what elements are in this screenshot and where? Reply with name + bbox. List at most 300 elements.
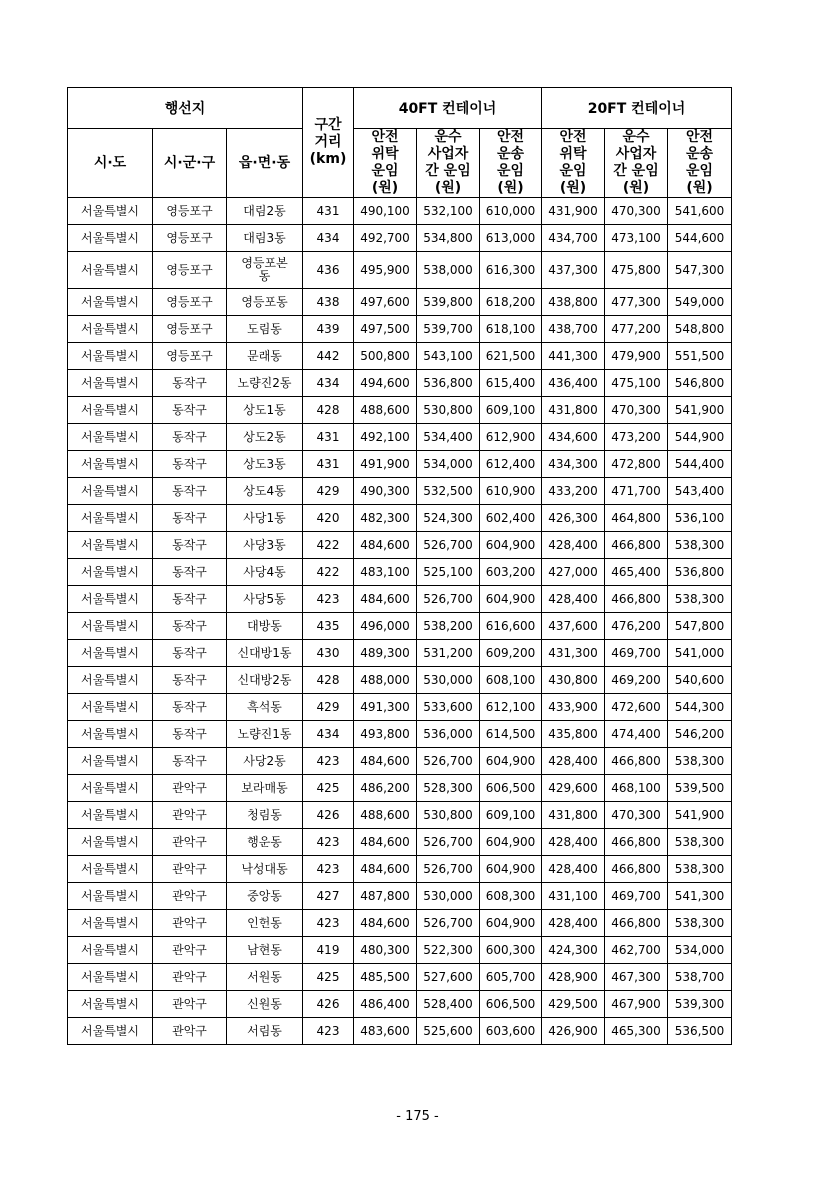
- cell-20ft-carrier: 462,700: [605, 937, 668, 964]
- cell-dong: 노량진2동: [227, 370, 303, 397]
- cell-distance: 423: [303, 910, 354, 937]
- cell-sido: 서울특별시: [68, 991, 153, 1018]
- cell-40ft-consign: 486,200: [354, 775, 417, 802]
- cell-sigungu: 동작구: [153, 424, 227, 451]
- cell-distance: 428: [303, 667, 354, 694]
- cell-20ft-transport: 544,400: [668, 451, 732, 478]
- cell-40ft-transport: 608,100: [480, 667, 542, 694]
- cell-20ft-transport: 546,200: [668, 721, 732, 748]
- cell-distance: 438: [303, 289, 354, 316]
- cell-20ft-carrier: 465,400: [605, 559, 668, 586]
- cell-40ft-carrier: 528,400: [417, 991, 480, 1018]
- cell-sido: 서울특별시: [68, 694, 153, 721]
- cell-40ft-carrier: 526,700: [417, 856, 480, 883]
- table-row: [68, 505, 732, 532]
- cell-40ft-consign: 497,600: [354, 289, 417, 316]
- cell-distance: 431: [303, 451, 354, 478]
- cell-sido: 서울특별시: [68, 451, 153, 478]
- header-eupmyeondong: 읍·면·동: [227, 129, 303, 198]
- cell-sido: 서울특별시: [68, 225, 153, 252]
- cell-sido: 서울특별시: [68, 721, 153, 748]
- cell-40ft-transport: 604,900: [480, 856, 542, 883]
- cell-40ft-carrier: 538,000: [417, 252, 480, 289]
- cell-40ft-carrier: 536,000: [417, 721, 480, 748]
- cell-dong: 상도4동: [227, 478, 303, 505]
- cell-40ft-transport: 604,900: [480, 910, 542, 937]
- cell-sigungu: 동작구: [153, 532, 227, 559]
- cell-40ft-consign: 495,900: [354, 252, 417, 289]
- cell-40ft-transport: 618,100: [480, 316, 542, 343]
- cell-40ft-carrier: 530,800: [417, 397, 480, 424]
- cell-sido: 서울특별시: [68, 856, 153, 883]
- cell-20ft-consign: 428,400: [542, 829, 605, 856]
- cell-20ft-carrier: 479,900: [605, 343, 668, 370]
- cell-sigungu: 동작구: [153, 667, 227, 694]
- cell-20ft-consign: 429,500: [542, 991, 605, 1018]
- cell-sigungu: 관악구: [153, 856, 227, 883]
- cell-20ft-carrier: 469,200: [605, 667, 668, 694]
- cell-dong: 서림동: [227, 1018, 303, 1045]
- cell-20ft-consign: 431,300: [542, 640, 605, 667]
- cell-sigungu: 동작구: [153, 478, 227, 505]
- cell-20ft-consign: 429,600: [542, 775, 605, 802]
- cell-20ft-consign: 428,400: [542, 532, 605, 559]
- cell-dong: 중앙동: [227, 883, 303, 910]
- cell-40ft-consign: 483,600: [354, 1018, 417, 1045]
- cell-20ft-consign: 430,800: [542, 667, 605, 694]
- table-row: [68, 802, 732, 829]
- cell-20ft-consign: 427,000: [542, 559, 605, 586]
- table-row: [68, 316, 732, 343]
- cell-dong: 서원동: [227, 964, 303, 991]
- cell-40ft-carrier: 526,700: [417, 532, 480, 559]
- table-row: [68, 424, 732, 451]
- cell-40ft-transport: 612,900: [480, 424, 542, 451]
- cell-40ft-consign: 492,700: [354, 225, 417, 252]
- table-row: [68, 586, 732, 613]
- cell-distance: 435: [303, 613, 354, 640]
- table-row: [68, 370, 732, 397]
- cell-20ft-transport: 544,900: [668, 424, 732, 451]
- cell-20ft-consign: 424,300: [542, 937, 605, 964]
- cell-sido: 서울특별시: [68, 424, 153, 451]
- cell-distance: 428: [303, 397, 354, 424]
- cell-sigungu: 동작구: [153, 397, 227, 424]
- cell-distance: 429: [303, 478, 354, 505]
- cell-40ft-transport: 618,200: [480, 289, 542, 316]
- cell-40ft-transport: 603,200: [480, 559, 542, 586]
- cell-40ft-transport: 606,500: [480, 991, 542, 1018]
- cell-dong: 영등포동: [227, 289, 303, 316]
- cell-20ft-transport: 541,600: [668, 198, 732, 225]
- cell-distance: 423: [303, 1018, 354, 1045]
- cell-20ft-carrier: 476,200: [605, 613, 668, 640]
- cell-40ft-transport: 609,200: [480, 640, 542, 667]
- cell-40ft-consign: 490,100: [354, 198, 417, 225]
- cell-20ft-carrier: 469,700: [605, 640, 668, 667]
- header-20ft-transport-rate: 안전 운송 운임 (원): [668, 129, 732, 198]
- cell-40ft-consign: 484,600: [354, 748, 417, 775]
- cell-40ft-consign: 497,500: [354, 316, 417, 343]
- cell-20ft-consign: 434,600: [542, 424, 605, 451]
- cell-20ft-carrier: 466,800: [605, 532, 668, 559]
- table-row: [68, 478, 732, 505]
- table-row: [68, 559, 732, 586]
- cell-40ft-carrier: 528,300: [417, 775, 480, 802]
- cell-40ft-consign: 486,400: [354, 991, 417, 1018]
- cell-20ft-carrier: 477,300: [605, 289, 668, 316]
- cell-40ft-consign: 484,600: [354, 829, 417, 856]
- header-20ft-group: 20FT 컨테이너: [542, 88, 732, 129]
- header-40ft-transport-rate: 안전 운송 운임 (원): [480, 129, 542, 198]
- header-distance: 구간 거리 (km): [303, 88, 354, 198]
- cell-dong: 흑석동: [227, 694, 303, 721]
- cell-distance: 425: [303, 775, 354, 802]
- cell-40ft-carrier: 532,500: [417, 478, 480, 505]
- cell-sigungu: 관악구: [153, 883, 227, 910]
- cell-40ft-consign: 493,800: [354, 721, 417, 748]
- cell-20ft-consign: 431,100: [542, 883, 605, 910]
- cell-sido: 서울특별시: [68, 964, 153, 991]
- cell-sido: 서울특별시: [68, 370, 153, 397]
- cell-40ft-transport: 605,700: [480, 964, 542, 991]
- cell-40ft-consign: 483,100: [354, 559, 417, 586]
- cell-40ft-consign: 488,600: [354, 802, 417, 829]
- table-row: [68, 694, 732, 721]
- cell-sido: 서울특별시: [68, 289, 153, 316]
- cell-sigungu: 동작구: [153, 586, 227, 613]
- cell-40ft-consign: 480,300: [354, 937, 417, 964]
- cell-sido: 서울특별시: [68, 505, 153, 532]
- cell-distance: 442: [303, 343, 354, 370]
- cell-20ft-carrier: 464,800: [605, 505, 668, 532]
- cell-sido: 서울특별시: [68, 343, 153, 370]
- cell-20ft-consign: 428,400: [542, 910, 605, 937]
- cell-40ft-carrier: 534,800: [417, 225, 480, 252]
- cell-dong: 영등포본 동: [227, 252, 303, 289]
- cell-dong: 낙성대동: [227, 856, 303, 883]
- cell-dong: 신대방2동: [227, 667, 303, 694]
- cell-sido: 서울특별시: [68, 775, 153, 802]
- cell-40ft-transport: 621,500: [480, 343, 542, 370]
- cell-40ft-transport: 602,400: [480, 505, 542, 532]
- cell-20ft-carrier: 473,100: [605, 225, 668, 252]
- cell-40ft-carrier: 532,100: [417, 198, 480, 225]
- cell-20ft-consign: 438,800: [542, 289, 605, 316]
- cell-40ft-carrier: 539,800: [417, 289, 480, 316]
- table-row: [68, 225, 732, 252]
- cell-sido: 서울특별시: [68, 532, 153, 559]
- cell-distance: 422: [303, 559, 354, 586]
- cell-20ft-consign: 436,400: [542, 370, 605, 397]
- cell-20ft-carrier: 466,800: [605, 910, 668, 937]
- cell-20ft-transport: 536,800: [668, 559, 732, 586]
- header-sido: 시·도: [68, 129, 153, 198]
- cell-20ft-transport: 536,500: [668, 1018, 732, 1045]
- cell-20ft-transport: 541,900: [668, 802, 732, 829]
- cell-20ft-consign: 428,400: [542, 586, 605, 613]
- cell-distance: 430: [303, 640, 354, 667]
- cell-20ft-transport: 539,500: [668, 775, 732, 802]
- cell-dong: 문래동: [227, 343, 303, 370]
- cell-20ft-carrier: 470,300: [605, 397, 668, 424]
- cell-sigungu: 관악구: [153, 802, 227, 829]
- cell-40ft-transport: 610,900: [480, 478, 542, 505]
- header-20ft-carrier-rate: 운수 사업자 간 운임 (원): [605, 129, 668, 198]
- cell-sido: 서울특별시: [68, 252, 153, 289]
- cell-40ft-consign: 485,500: [354, 964, 417, 991]
- cell-40ft-carrier: 538,200: [417, 613, 480, 640]
- cell-sigungu: 동작구: [153, 748, 227, 775]
- cell-40ft-transport: 612,100: [480, 694, 542, 721]
- cell-sigungu: 관악구: [153, 937, 227, 964]
- cell-sido: 서울특별시: [68, 829, 153, 856]
- cell-20ft-consign: 428,400: [542, 856, 605, 883]
- cell-distance: 423: [303, 748, 354, 775]
- cell-20ft-transport: 544,300: [668, 694, 732, 721]
- cell-20ft-transport: 538,300: [668, 532, 732, 559]
- table-row: [68, 910, 732, 937]
- cell-40ft-carrier: 530,000: [417, 667, 480, 694]
- cell-20ft-transport: 534,000: [668, 937, 732, 964]
- cell-20ft-transport: 541,900: [668, 397, 732, 424]
- table-row: [68, 252, 732, 289]
- cell-sigungu: 동작구: [153, 694, 227, 721]
- table-row: [68, 397, 732, 424]
- cell-20ft-consign: 431,900: [542, 198, 605, 225]
- cell-distance: 436: [303, 252, 354, 289]
- table-row: [68, 667, 732, 694]
- cell-sigungu: 관악구: [153, 775, 227, 802]
- cell-40ft-carrier: 524,300: [417, 505, 480, 532]
- cell-20ft-consign: 428,900: [542, 964, 605, 991]
- cell-20ft-carrier: 470,300: [605, 802, 668, 829]
- table-row: [68, 775, 732, 802]
- cell-40ft-carrier: 525,600: [417, 1018, 480, 1045]
- cell-20ft-transport: 541,300: [668, 883, 732, 910]
- cell-20ft-carrier: 475,800: [605, 252, 668, 289]
- table-row: [68, 964, 732, 991]
- cell-40ft-carrier: 530,800: [417, 802, 480, 829]
- cell-sigungu: 동작구: [153, 505, 227, 532]
- cell-40ft-carrier: 536,800: [417, 370, 480, 397]
- table-row: [68, 1018, 732, 1045]
- cell-distance: 431: [303, 198, 354, 225]
- cell-sigungu: 관악구: [153, 964, 227, 991]
- cell-40ft-consign: 488,000: [354, 667, 417, 694]
- cell-sigungu: 관악구: [153, 991, 227, 1018]
- cell-20ft-consign: 441,300: [542, 343, 605, 370]
- freight-rate-table: [67, 87, 732, 1045]
- cell-40ft-transport: 604,900: [480, 748, 542, 775]
- cell-sigungu: 관악구: [153, 829, 227, 856]
- table-row: [68, 748, 732, 775]
- cell-40ft-consign: 482,300: [354, 505, 417, 532]
- cell-20ft-carrier: 474,400: [605, 721, 668, 748]
- cell-sido: 서울특별시: [68, 397, 153, 424]
- cell-dong: 대림2동: [227, 198, 303, 225]
- cell-distance: 423: [303, 829, 354, 856]
- cell-dong: 사당1동: [227, 505, 303, 532]
- table-row: [68, 883, 732, 910]
- cell-40ft-transport: 616,600: [480, 613, 542, 640]
- cell-40ft-transport: 615,400: [480, 370, 542, 397]
- cell-dong: 도림동: [227, 316, 303, 343]
- cell-40ft-carrier: 543,100: [417, 343, 480, 370]
- cell-distance: 423: [303, 586, 354, 613]
- cell-40ft-transport: 604,900: [480, 586, 542, 613]
- cell-20ft-consign: 426,900: [542, 1018, 605, 1045]
- cell-dong: 인헌동: [227, 910, 303, 937]
- cell-sido: 서울특별시: [68, 748, 153, 775]
- cell-40ft-transport: 612,400: [480, 451, 542, 478]
- cell-20ft-carrier: 466,800: [605, 586, 668, 613]
- cell-40ft-consign: 489,300: [354, 640, 417, 667]
- table-row: [68, 198, 732, 225]
- table-row: [68, 991, 732, 1018]
- cell-20ft-consign: 437,300: [542, 252, 605, 289]
- cell-40ft-carrier: 526,700: [417, 910, 480, 937]
- cell-20ft-consign: 428,400: [542, 748, 605, 775]
- header-40ft-consign-rate: 안전 위탁 운임 (원): [354, 129, 417, 198]
- cell-20ft-consign: 431,800: [542, 397, 605, 424]
- cell-dong: 사당3동: [227, 532, 303, 559]
- cell-20ft-carrier: 465,300: [605, 1018, 668, 1045]
- cell-20ft-consign: 433,900: [542, 694, 605, 721]
- page-number: - 175 -: [396, 1109, 439, 1124]
- cell-40ft-transport: 603,600: [480, 1018, 542, 1045]
- cell-dong: 대방동: [227, 613, 303, 640]
- cell-40ft-carrier: 533,600: [417, 694, 480, 721]
- cell-40ft-consign: 487,800: [354, 883, 417, 910]
- cell-sido: 서울특별시: [68, 667, 153, 694]
- cell-distance: 431: [303, 424, 354, 451]
- cell-sigungu: 동작구: [153, 613, 227, 640]
- cell-sigungu: 영등포구: [153, 343, 227, 370]
- cell-20ft-consign: 438,700: [542, 316, 605, 343]
- cell-40ft-carrier: 526,700: [417, 829, 480, 856]
- table-row: [68, 829, 732, 856]
- cell-distance: 434: [303, 721, 354, 748]
- cell-20ft-transport: 544,600: [668, 225, 732, 252]
- cell-distance: 434: [303, 370, 354, 397]
- cell-distance: 423: [303, 856, 354, 883]
- cell-dong: 상도1동: [227, 397, 303, 424]
- header-20ft-consign-rate: 안전 위탁 운임 (원): [542, 129, 605, 198]
- table-row: [68, 451, 732, 478]
- cell-sigungu: 영등포구: [153, 316, 227, 343]
- table-row: [68, 640, 732, 667]
- cell-sigungu: 영등포구: [153, 252, 227, 289]
- header-sigungu: 시·군·구: [153, 129, 227, 198]
- cell-sigungu: 동작구: [153, 370, 227, 397]
- cell-20ft-consign: 426,300: [542, 505, 605, 532]
- cell-dong: 대림3동: [227, 225, 303, 252]
- cell-40ft-carrier: 525,100: [417, 559, 480, 586]
- cell-40ft-transport: 604,900: [480, 532, 542, 559]
- cell-distance: 422: [303, 532, 354, 559]
- cell-40ft-consign: 496,000: [354, 613, 417, 640]
- cell-dong: 신대방1동: [227, 640, 303, 667]
- cell-40ft-carrier: 530,000: [417, 883, 480, 910]
- cell-20ft-carrier: 467,900: [605, 991, 668, 1018]
- table-body: [68, 198, 732, 1045]
- cell-sido: 서울특별시: [68, 640, 153, 667]
- cell-40ft-transport: 609,100: [480, 802, 542, 829]
- cell-20ft-carrier: 468,100: [605, 775, 668, 802]
- cell-sido: 서울특별시: [68, 802, 153, 829]
- table-header: [68, 88, 732, 198]
- cell-dong: 노량진1동: [227, 721, 303, 748]
- cell-40ft-transport: 616,300: [480, 252, 542, 289]
- cell-20ft-transport: 546,800: [668, 370, 732, 397]
- cell-40ft-consign: 491,900: [354, 451, 417, 478]
- cell-20ft-transport: 536,100: [668, 505, 732, 532]
- cell-40ft-carrier: 534,000: [417, 451, 480, 478]
- cell-40ft-consign: 484,600: [354, 856, 417, 883]
- cell-20ft-carrier: 471,700: [605, 478, 668, 505]
- cell-sigungu: 동작구: [153, 451, 227, 478]
- cell-sido: 서울특별시: [68, 937, 153, 964]
- cell-dong: 청림동: [227, 802, 303, 829]
- header-40ft-group: 40FT 컨테이너: [354, 88, 542, 129]
- cell-20ft-transport: 543,400: [668, 478, 732, 505]
- cell-40ft-consign: 490,300: [354, 478, 417, 505]
- cell-20ft-transport: 538,700: [668, 964, 732, 991]
- cell-20ft-carrier: 472,800: [605, 451, 668, 478]
- cell-20ft-transport: 538,300: [668, 910, 732, 937]
- cell-20ft-carrier: 470,300: [605, 198, 668, 225]
- cell-20ft-carrier: 466,800: [605, 748, 668, 775]
- cell-40ft-transport: 600,300: [480, 937, 542, 964]
- cell-dong: 남현동: [227, 937, 303, 964]
- cell-20ft-consign: 434,300: [542, 451, 605, 478]
- cell-distance: 434: [303, 225, 354, 252]
- cell-40ft-consign: 488,600: [354, 397, 417, 424]
- cell-sido: 서울특별시: [68, 316, 153, 343]
- cell-40ft-consign: 494,600: [354, 370, 417, 397]
- cell-20ft-transport: 548,800: [668, 316, 732, 343]
- cell-20ft-transport: 538,300: [668, 586, 732, 613]
- cell-sido: 서울특별시: [68, 910, 153, 937]
- cell-20ft-carrier: 469,700: [605, 883, 668, 910]
- cell-sigungu: 동작구: [153, 721, 227, 748]
- cell-dong: 상도3동: [227, 451, 303, 478]
- cell-20ft-carrier: 477,200: [605, 316, 668, 343]
- cell-40ft-carrier: 526,700: [417, 586, 480, 613]
- cell-20ft-transport: 547,800: [668, 613, 732, 640]
- cell-40ft-carrier: 527,600: [417, 964, 480, 991]
- cell-distance: 419: [303, 937, 354, 964]
- cell-20ft-carrier: 472,600: [605, 694, 668, 721]
- cell-40ft-carrier: 531,200: [417, 640, 480, 667]
- cell-dong: 사당4동: [227, 559, 303, 586]
- cell-distance: 429: [303, 694, 354, 721]
- cell-20ft-transport: 551,500: [668, 343, 732, 370]
- cell-dong: 상도2동: [227, 424, 303, 451]
- cell-sigungu: 관악구: [153, 1018, 227, 1045]
- cell-sigungu: 동작구: [153, 640, 227, 667]
- cell-20ft-transport: 538,300: [668, 856, 732, 883]
- cell-40ft-consign: 484,600: [354, 532, 417, 559]
- cell-40ft-consign: 492,100: [354, 424, 417, 451]
- cell-40ft-carrier: 522,300: [417, 937, 480, 964]
- cell-distance: 427: [303, 883, 354, 910]
- cell-dong: 행운동: [227, 829, 303, 856]
- table-row: [68, 721, 732, 748]
- cell-20ft-transport: 549,000: [668, 289, 732, 316]
- cell-sigungu: 영등포구: [153, 225, 227, 252]
